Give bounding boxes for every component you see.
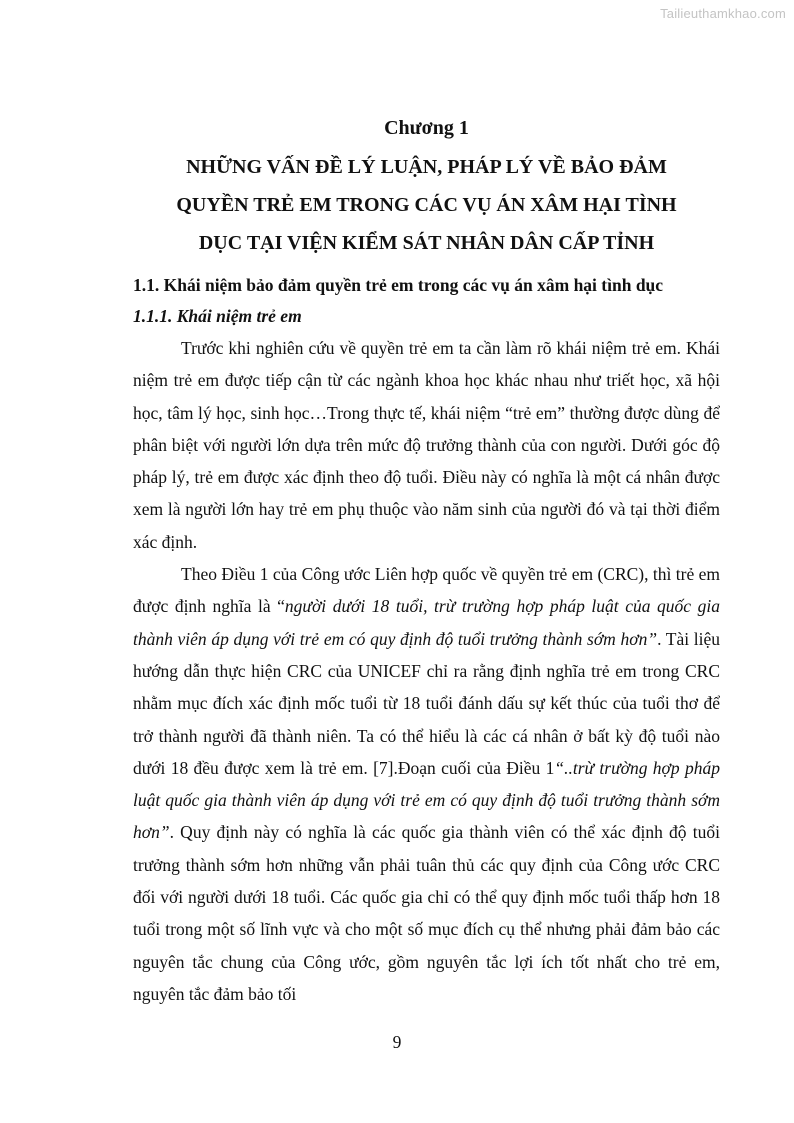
chapter-title-line: NHỮNG VẤN ĐỀ LÝ LUẬN, PHÁP LÝ VỀ BẢO ĐẢM [186, 156, 667, 178]
paragraph-2-quote-1: người dưới 18 tuổi, trừ trường hợp pháp luật của quốc gia thành viên áp dụng với trẻ em có quy định độ tuổi trưởng thành sớm hơn” [133, 596, 720, 649]
chapter-number: Chương 1 [384, 117, 469, 139]
chapter-title [133, 148, 720, 262]
subsection-heading: 1.1.1. Khái niệm trẻ em [133, 306, 302, 326]
chapter-title-line: QUYỀN TRẺ EM TRONG CÁC VỤ ÁN XÂM HẠI TÌNH [176, 194, 677, 216]
page-number: 9 [392, 1032, 402, 1052]
paragraph-2-text-b: . Tài liệu hướng dẫn thực hiện CRC của UNICEF chỉ ra rằng định nghĩa trẻ em trong CRC nhằm mục đích xác định mốc tuổi từ 18 tuổi đánh dấu sự kết thúc của tuổi thơ để trở thành người đã thành niên. Ta có thể hiểu là các cá nhân ở bất kỳ độ tuổi nào dưới 18 đều được xem là trẻ em. [7].Đoạn cuối của Điều 1 [133, 628, 720, 778]
paragraph-2 [133, 558, 720, 1010]
section-heading: 1.1. Khái niệm bảo đảm quyền trẻ em trong các vụ án xâm hại tình dục [133, 275, 664, 295]
paragraph-2-text-c: . Quy định này có nghĩa là các quốc gia thành viên có thể xác định độ tuổi trưởng thành sớm hơn những vẫn phải tuân thủ các quy định của Công ước CRC đối với người dưới 18 tuổi. Các quốc gia chỉ có thể quy định mốc tuổi thấp hơn 18 tuổi trong một số lĩnh vực và cho một số mục đích cụ thể nhưng phải đảm bảo các nguyên tắc chung của Công ước, gồm nguyên tắc lợi ích tốt nhất cho trẻ em, nguyên tắc đảm bảo tối [133, 822, 720, 1004]
paragraph-2-quote-2: “..trừ trường hợp pháp luật quốc gia thành viên áp dụng với trẻ em có quy định độ tuổi trưởng thành sớm hơn” [133, 757, 720, 843]
watermark: Tailieuthamkhao.com [660, 6, 786, 21]
paragraph-2-text-a: Theo Điều 1 của Công ước Liên hợp quốc về quyền trẻ em (CRC), thì trẻ em được định nghĩa là “ [133, 564, 720, 617]
paragraph-1: Trước khi nghiên cứu về quyền trẻ em ta cần làm rõ khái niệm trẻ em. Khái niệm trẻ em được tiếp cận từ các ngành khoa học khác nhau như triết học, xã hội học, tâm lý học, sinh học…Trong thực tế, khái niệm “trẻ em” thường được dùng để phân biệt với người lớn dựa trên mức độ trưởng thành của con người. Dưới góc độ pháp lý, trẻ em được xác định theo độ tuổi. Điều này có nghĩa là một cá nhân được xem là người lớn hay trẻ em phụ thuộc vào năm sinh của người đó và tại thời điểm xác định. [133, 338, 720, 552]
document-page [133, 114, 720, 1010]
chapter-title-line: DỤC TẠI VIỆN KIỂM SÁT NHÂN DÂN CẤP TỈNH [198, 232, 655, 254]
